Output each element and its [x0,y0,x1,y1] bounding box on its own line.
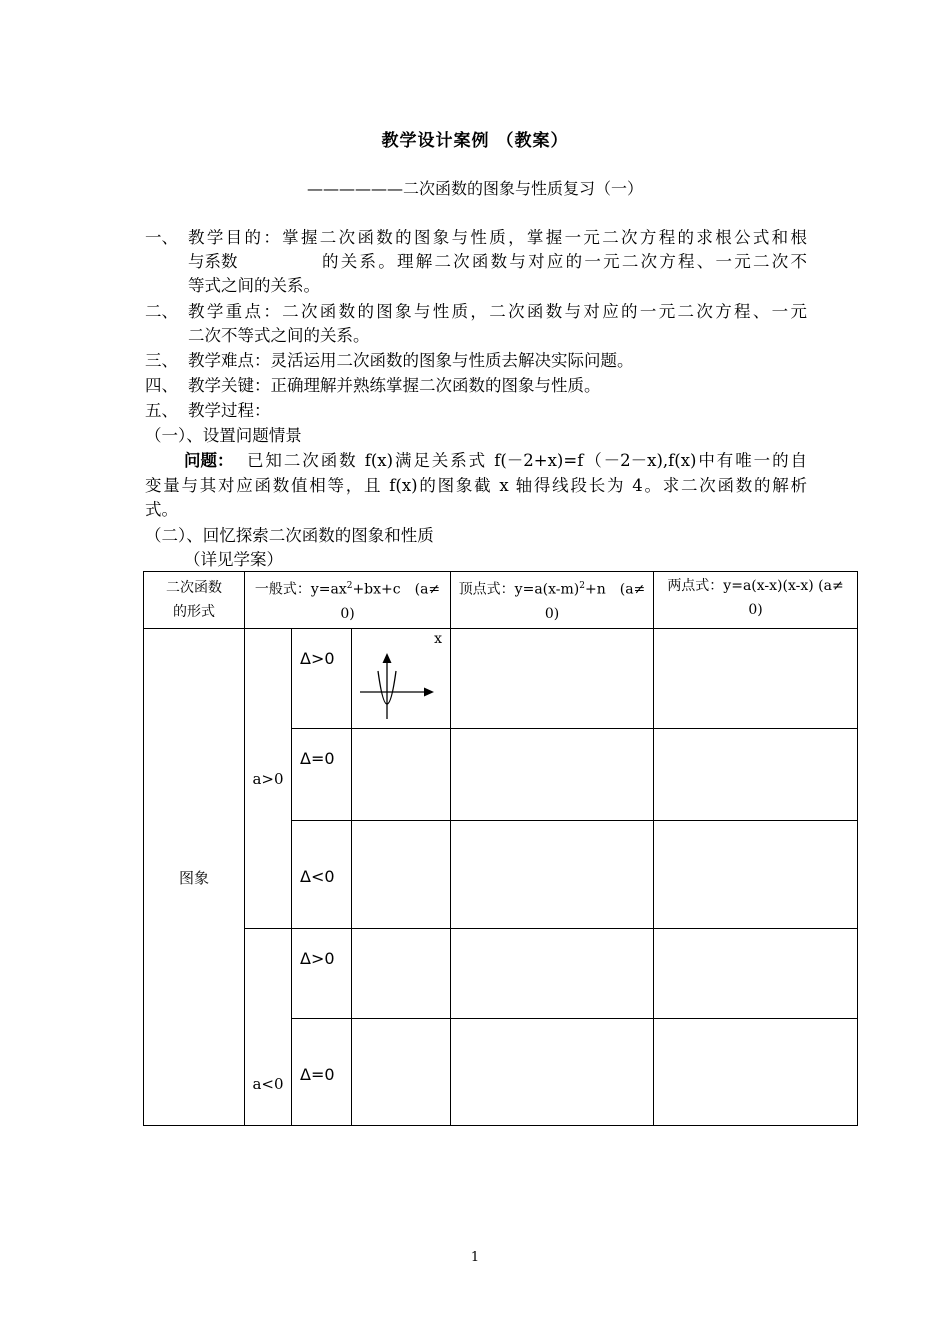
problem-line-3: 式。 [145,500,178,519]
item-4-line1: 教学关键：正确理解并熟练掌握二次函数的图象与性质。 [188,376,601,395]
header-vertex-a: 顶点式：y=a(x-m) [458,581,580,598]
header-general-a: 一般式：y=ax [254,581,347,598]
see-note: （详见学案） [184,550,283,569]
item-2-line1: 教学重点：二次函数的图象与性质，二次函数与对应的一元二次方程、一元 [188,302,807,321]
section-1-heading: （一）、设置问题情景 [145,426,302,445]
header-vertex-c: 0) [544,605,560,622]
two-point-form-delta-negative [654,821,858,929]
delta-negative-label: Δ<0 [300,867,335,886]
header-two-point-form [654,572,858,629]
neg-delta-zero-cell [292,1019,352,1126]
quadratic-function-table [143,571,858,1126]
neg-delta-positive-cell [292,929,352,1019]
sketch-x-label: x [434,631,442,647]
header-two-point-a: 两点式：y=a(x-x)(x-x) (a≠ [667,578,844,594]
neg-two-point-delta-positive [654,929,858,1019]
item-2-line2: 二次不等式之间的关系。 [188,326,370,345]
item-1-number: 一、 [145,228,178,247]
neg-vertex-delta-positive [451,929,654,1019]
problem-line-2: 变量与其对应函数值相等，且 f(x)的图象截 x 轴得线段长为 4。求二次函数的解析 [145,476,807,495]
neg-sketch-delta-positive [352,929,451,1019]
header-vertex-b: +n (a≠ [585,581,646,598]
document-subtitle: ——————二次函数的图象与性质复习（一） [306,179,643,198]
item-1-line1: 教学目的：掌握二次函数的图象与性质，掌握一元二次方程的求根公式和根 [188,228,807,247]
table-row [144,929,858,1019]
sketch-delta-negative [352,821,451,929]
problem-label: 问题： [184,451,234,470]
item-3-number: 三、 [145,351,178,370]
item-5-number: 五、 [145,401,178,420]
header-vertex-sup: 2 [579,581,585,591]
neg-two-point-delta-zero [654,1019,858,1126]
header-form [144,572,245,629]
general-form-delta-positive [451,629,654,729]
item-1-line2a: 与系数 [188,252,238,271]
header-general-b: +bx+c (a≠ [352,581,441,598]
two-point-form-delta-positive [654,629,858,729]
page-number: 1 [470,1250,480,1265]
section-2-heading: （二）、回忆探索二次函数的图象和性质 [145,526,434,545]
item-3-line1: 教学难点：灵活运用二次函数的图象与性质去解决实际问题。 [188,351,634,370]
header-form-line1: 二次函数 [166,580,222,596]
delta-zero-label: Δ=0 [300,749,335,768]
delta-positive-label: Δ>0 [300,649,335,668]
parabola-sketch-icon [352,629,451,728]
header-vertex-form [451,572,654,629]
graph-label-cell [144,629,245,1126]
sketch-delta-zero [352,729,451,821]
item-1-line2b: 的关系。理解二次函数与对应的一元二次方程、一元二次不 [322,252,807,271]
delta-positive-cell [292,629,352,729]
graph-label: 图象 [178,868,209,887]
item-2-number: 二、 [145,302,178,321]
table-row [144,629,858,729]
document-title: 教学设计案例 （教案） [381,131,569,151]
vertex-form-delta-negative [451,821,654,929]
delta-negative-cell [292,821,352,929]
a-positive-label: a>0 [252,769,284,788]
delta-zero-cell [292,729,352,821]
header-general-form [245,572,451,629]
item-4-number: 四、 [145,376,178,395]
a-negative-label: a<0 [252,1075,284,1093]
item-5-line1: 教学过程： [188,401,271,420]
a-positive-cell [245,629,292,929]
header-form-line2: 的形式 [173,604,215,620]
item-1-line3: 等式之间的关系。 [188,276,320,295]
header-two-point-b: 0) [748,602,763,618]
two-point-form-delta-zero [654,729,858,821]
neg-delta-positive-label: Δ>0 [300,949,335,968]
neg-vertex-delta-zero [451,1019,654,1126]
vertex-form-delta-zero [451,729,654,821]
problem-line-1: 已知二次函数 f(x)满足关系式 f(－2+x)=f（－2－x),f(x)中有唯一的自 [247,451,807,470]
parabola-sketch-cell [352,629,451,729]
header-general-c: 0) [340,605,355,622]
table-header-row [144,572,858,629]
a-negative-cell [245,929,292,1126]
neg-sketch-delta-zero [352,1019,451,1126]
neg-delta-zero-label: Δ=0 [300,1065,335,1084]
header-general-sup: 2 [346,581,353,591]
